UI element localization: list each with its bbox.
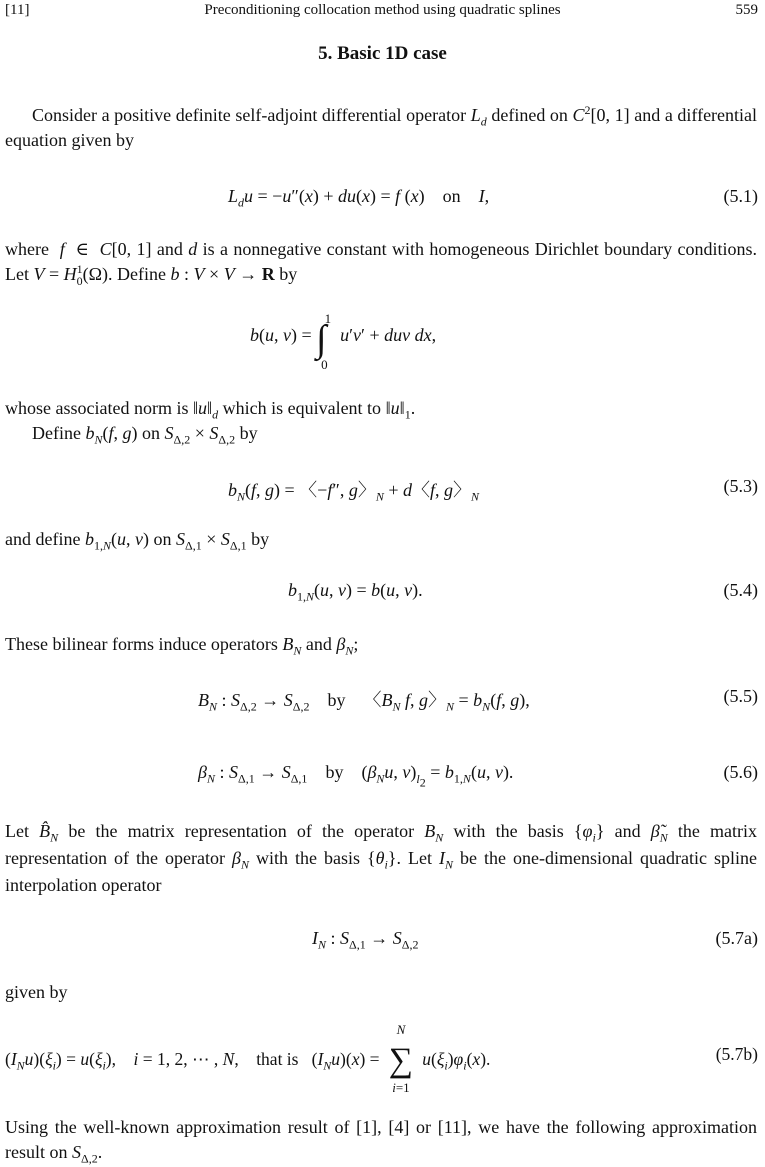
paragraph-define-bn: Define $b_N(f$, g) on $S_{\Delta,2} \times S_{\Delta,2}$ by <box>32 423 258 447</box>
section-title: 5. Basic 1D case <box>318 43 447 64</box>
page-number: 559 <box>735 2 758 18</box>
paragraph-intro: Consider a positive definite self-adjoint differential operator $L_d$ defined on $C^2[0$, 1] and a differential equation given by <box>5 103 758 150</box>
paragraph-operators: These bilinear forms induce operators $B_N$ and $\beta_N$; <box>5 634 359 658</box>
header-reference: [11] <box>5 2 30 18</box>
equation-bilinear-form: b(u, v) = ∫$^1_0$ u′v′ + duv dx, <box>250 311 437 372</box>
equation-number-5-3: (5.3) <box>723 476 758 496</box>
equation-5-1: $L_du = -u''(x) + du(x) = f$ (x) on I, <box>228 186 490 210</box>
equation-number-5-5: (5.5) <box>723 686 758 706</box>
equation-number-5-1: (5.1) <box>723 186 758 206</box>
equation-number-5-4: (5.4) <box>723 580 758 600</box>
equation-number-5-7a: (5.7a) <box>715 928 758 948</box>
equation-5-5: $B_N$ : $S_{\Delta,2} \to S_{\Delta,2}$ by 〈$B_N$ f, g〉$_N = b_N(f$, g), <box>198 690 530 714</box>
equation-5-4: $b_{1,N}(u$, v) = b(u, v). <box>288 580 423 604</box>
equation-5-7b: $(I_Nu)(\xi_i) = u(\xi_i)$, i = 1, 2, ⋯ , N, that is $(I_Nu)(x)$ = N ∑ i=1 $u(\xi_i)\varphi_i(x)$. <box>5 1022 491 1095</box>
equation-5-3: $b_N(f$, g) = 〈−f″, g〉$_N$ + d〈f, g〉$_N$ <box>228 480 480 504</box>
equation-number-5-6: (5.6) <box>723 762 758 782</box>
equation-5-7a: $I_N$ : $S_{\Delta,1} \to S_{\Delta,2}$ <box>312 928 419 952</box>
paragraph-conditions: where f ∈ C[0, 1] and d is a nonnegative constant with homogeneous Dirichlet boundary conditions. Let $V = H^1_0(\Omega)$. Define b : V × V → R by <box>5 239 757 288</box>
paragraph-given-by: given by <box>5 982 68 1002</box>
paragraph-norm: whose associated norm is $‖u‖_d$ which is equivalent to $‖u‖_1$. <box>5 398 416 422</box>
equation-5-6: $\beta_N$ : $S_{\Delta,1} \to S_{\Delta,1}$ by ($\beta_Nu$, $v)_{l_2} = b_{1,N}(u$, v). <box>198 762 514 789</box>
equation-number-5-7b: (5.7b) <box>715 1044 758 1064</box>
running-title: Preconditioning collocation method using quadratic splines <box>204 2 561 18</box>
paragraph-approximation: Using the well-known approximation result of [1], [4] or [11], we have the following approximation result on $S_{\Delta,2}$. <box>5 1117 757 1166</box>
paragraph-matrix-representation: Let $B̂_N$ be the matrix representation of the operator $B_N$ with the basis $\{\varphi_i\}$ and $\betã_N$ the matrix representation of the operator $\beta_N$ with the basis $\{\theta_i\}$. Let $I_N$ be the one-dimensional quadratic spline interpolation operator <box>5 821 758 895</box>
paragraph-define-b1n: and define $b_{1,N}(u$, v) on $S_{\Delta,1} \times S_{\Delta,1}$ by <box>5 529 270 553</box>
